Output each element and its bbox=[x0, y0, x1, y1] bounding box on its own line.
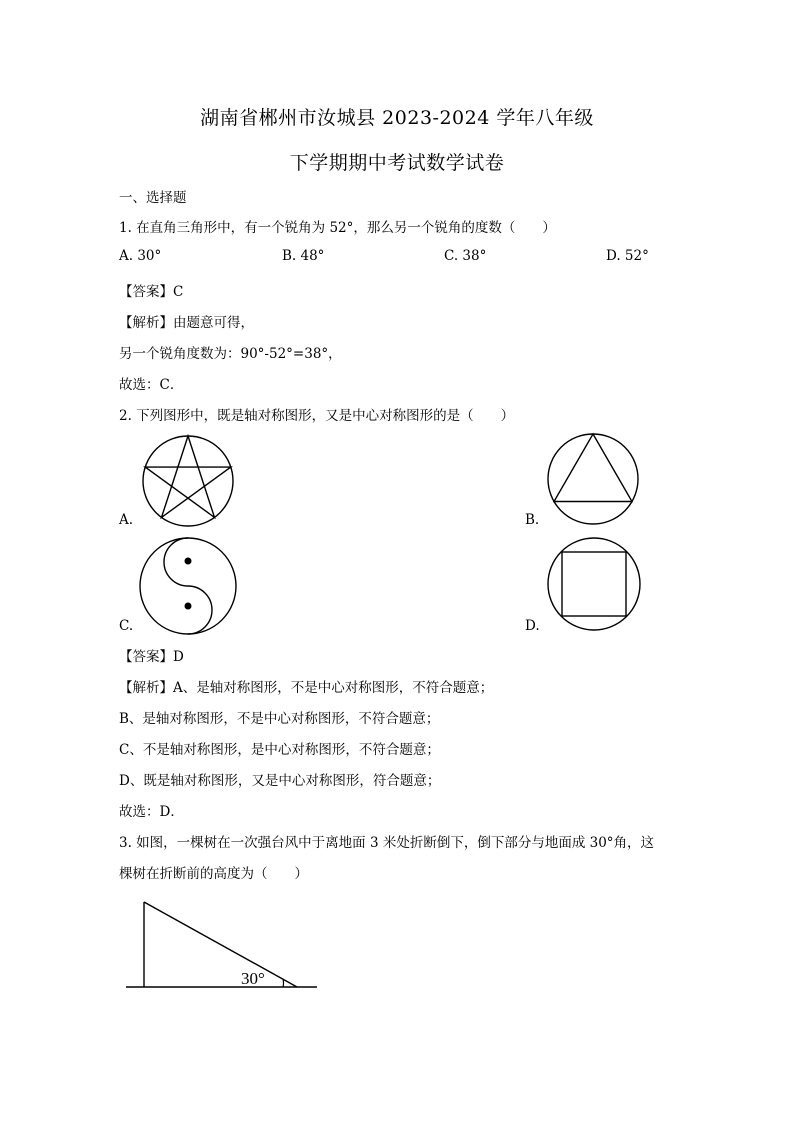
q1-option-a: A. 30° bbox=[119, 248, 162, 264]
analysis-tag: 【解析】 bbox=[119, 315, 173, 331]
q2-analysis-line-3: C、不是轴对称图形，是中心对称图形，不符合题意； bbox=[119, 742, 440, 758]
q2-option-c-label: C. bbox=[119, 618, 134, 634]
angle-label: 30° bbox=[241, 969, 265, 988]
q2-analysis-line-1 bbox=[119, 676, 493, 696]
q2-analysis-line-4: D、既是轴对称图形，又是中心对称图形，符合题意； bbox=[119, 773, 441, 789]
yin-yang-figure bbox=[139, 537, 237, 635]
q3-stem-line-1: 3. 如图，一棵树在一次强台风中于离地面 3 米处折断倒下，倒下部分与地面成 30°角，这 bbox=[119, 835, 655, 851]
q1-stem: 1. 在直角三角形中，有一个锐角为 52°，那么另一个锐角的度数（ ） bbox=[119, 220, 556, 236]
broken-tree-triangle-figure bbox=[126, 900, 320, 990]
q2-option-b-label: B. bbox=[525, 512, 540, 528]
q2-analysis-line-5: 故选：D． bbox=[119, 804, 184, 820]
analysis-text: 由题意可得， bbox=[173, 315, 254, 331]
page-subtitle: 下学期期中考试数学试卷 bbox=[289, 152, 505, 174]
q2-option-d-label: D. bbox=[525, 618, 540, 634]
q1-option-b: B. 48° bbox=[282, 248, 325, 264]
circle-triangle-figure bbox=[546, 434, 640, 524]
q1-analysis-line-1 bbox=[119, 311, 254, 331]
q1-option-c: C. 38° bbox=[444, 248, 487, 264]
q1-option-d: D. 52° bbox=[606, 248, 649, 264]
q2-stem: 2. 下列图形中，既是轴对称图形，又是中心对称图形的是（ ） bbox=[119, 408, 515, 424]
analysis-tag: 【解析】 bbox=[119, 680, 173, 696]
q3-stem-line-2: 棵树在折断前的高度为（ ） bbox=[119, 866, 308, 882]
page-title: 湖南省郴州市汝城县 2023-2024 学年八年级 bbox=[200, 107, 594, 129]
circle-square-figure bbox=[547, 537, 641, 631]
q2-option-a-label: A. bbox=[119, 512, 134, 528]
answer-tag: 【答案】 bbox=[119, 649, 173, 665]
answer-tag: 【答案】 bbox=[119, 284, 173, 300]
answer-value: C bbox=[173, 284, 184, 300]
q2-answer-line bbox=[119, 645, 184, 665]
section-heading: 一、选择题 bbox=[119, 190, 187, 206]
q2-analysis-line-2: B、是轴对称图形，不是中心对称图形，不符合题意； bbox=[119, 711, 440, 727]
analysis-text: A、是轴对称图形，不是中心对称图形，不符合题意； bbox=[173, 680, 494, 696]
q1-analysis-line-2: 另一个锐角度数为：90°-52°=38°， bbox=[119, 346, 342, 362]
q1-analysis-line-3: 故选：C． bbox=[119, 377, 184, 393]
circle-pentagram-figure bbox=[140, 436, 236, 526]
q1-answer-line bbox=[119, 280, 183, 300]
answer-value: D bbox=[173, 649, 184, 665]
